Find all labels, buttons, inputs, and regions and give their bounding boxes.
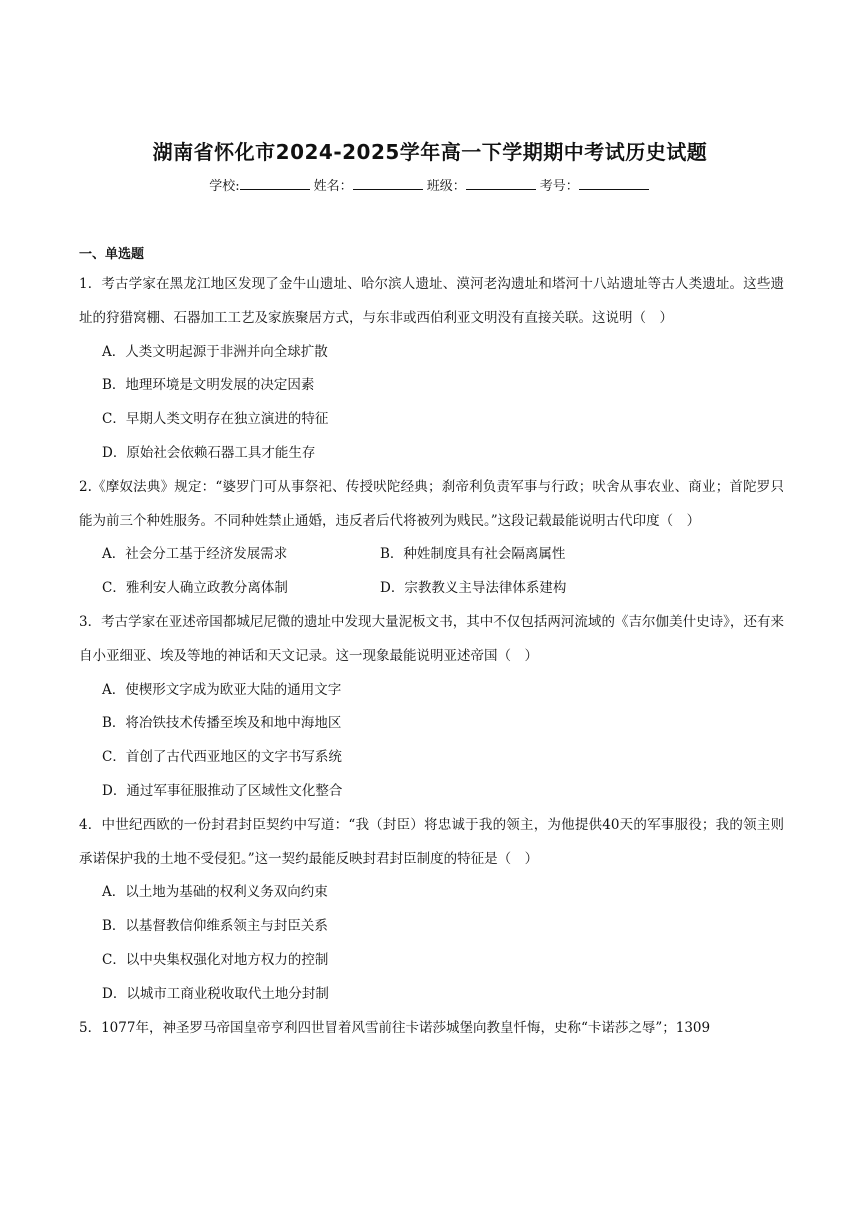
- option-row: [79, 572, 784, 606]
- option-d[interactable]: D．通过军事征服推动了区域性文化整合: [102, 782, 343, 799]
- question-stem: 3．考古学家在亚述帝国都城尼尼微的遗址中发现大量泥板文书，其中不仅包括两河流域的《吉尔伽美什史诗》，还有来自小亚细亚、埃及等地的神话和天文记录。这一现象最能说明亚述帝国（ ）: [79, 613, 784, 664]
- option-a[interactable]: A．以土地为基础的权利义务双向约束: [102, 884, 328, 901]
- option-c[interactable]: C．雅利安人确立政教分离体制: [102, 580, 288, 597]
- exam-number-label: 考号：: [539, 179, 579, 194]
- option-row: [79, 538, 784, 572]
- option-b[interactable]: B．将冶铁技术传播至埃及和地中海地区: [102, 715, 342, 732]
- question-1: [79, 268, 784, 471]
- option-b[interactable]: B．以基督教信仰维系领主与封臣关系: [102, 918, 328, 935]
- option-c[interactable]: C．以中央集权强化对地方权力的控制: [102, 951, 329, 968]
- question-stem: 4．中世纪西欧的一份封君封臣契约中写道：“我（封臣）将忠诚于我的领主，为他提供40天的军事服役；我的领主则承诺保护我的土地不受侵犯。”这一契约最能反映封君封臣制度的特征是（ ）: [79, 816, 784, 867]
- class-field[interactable]: [427, 175, 538, 194]
- option-a[interactable]: A．使楔形文字成为欧亚大陆的通用文字: [102, 681, 342, 698]
- option-d[interactable]: D．原始社会依赖石器工具才能生存: [102, 444, 316, 461]
- exam-title: 湖南省怀化市2024-2025学年高一下学期期中考试历史试题: [152, 140, 708, 164]
- question-3: [79, 606, 784, 809]
- questions-list: [79, 268, 784, 1045]
- section-title: 一、单选题: [79, 247, 145, 262]
- option-b[interactable]: B．地理环境是文明发展的决定因素: [102, 377, 315, 394]
- student-info-line: [0, 175, 860, 194]
- option-c[interactable]: C．早期人类文明存在独立演进的特征: [102, 411, 329, 428]
- class-blank[interactable]: [466, 176, 536, 190]
- name-field[interactable]: [314, 175, 425, 194]
- question-stem: 2.《摩奴法典》规定：“婆罗门可从事祭祀、传授吠陀经典；刹帝利负责军事与行政；吠舍从事农业、商业；首陀罗只能为前三个种姓服务。不同种姓禁止通婚，违反者后代将被列为贱民。”这段记载最能说明古代印度（ ）: [79, 478, 784, 529]
- name-blank[interactable]: [353, 176, 423, 190]
- option-a[interactable]: A．人类文明起源于非洲并向全球扩散: [102, 343, 328, 360]
- school-field[interactable]: [209, 175, 311, 194]
- question-2: [79, 471, 784, 606]
- school-label: 学校:: [209, 179, 240, 194]
- option-d[interactable]: D．宗教教义主导法律体系建构: [380, 580, 567, 597]
- option-a[interactable]: A．社会分工基于经济发展需求: [102, 546, 288, 563]
- class-label: 班级：: [426, 179, 466, 194]
- exam-number-blank[interactable]: [579, 176, 649, 190]
- question-stem: 1．考古学家在黑龙江地区发现了金牛山遗址、哈尔滨人遗址、漠河老沟遗址和塔河十八站遗址等古人类遗址。这些遗址的狩猎窝棚、石器加工工艺及家族聚居方式，与东非或西伯利亚文明没有直接关联。这说明（ ）: [79, 276, 784, 326]
- option-b[interactable]: B．种姓制度具有社会隔离属性: [380, 546, 566, 563]
- option-d[interactable]: D．以城市工商业税收取代土地分封制: [102, 985, 329, 1002]
- name-label: 姓名：: [313, 179, 353, 194]
- question-4: [79, 809, 784, 1012]
- question-5: [79, 1012, 784, 1046]
- exam-number-field[interactable]: [540, 175, 651, 194]
- option-c[interactable]: C．首创了古代西亚地区的文字书写系统: [102, 749, 342, 766]
- school-blank[interactable]: [240, 176, 310, 190]
- question-stem: 5．1077年，神圣罗马帝国皇帝亨利四世冒着风雪前往卡诺莎城堡向教皇忏悔，史称“卡诺莎之辱”；1309: [79, 1019, 711, 1036]
